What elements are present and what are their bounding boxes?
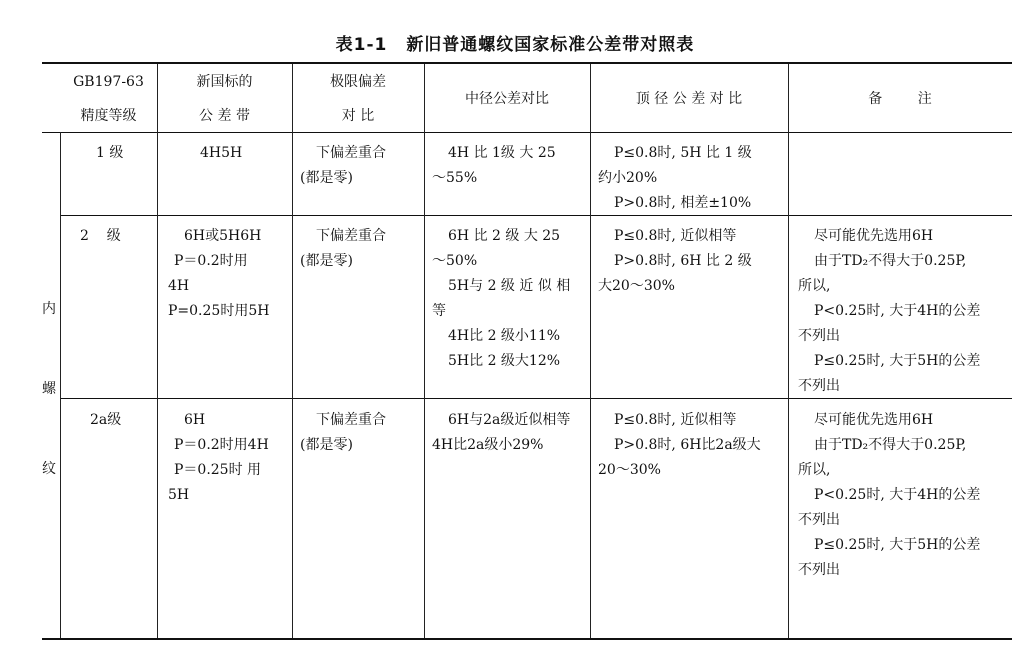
side-label-pattern: 纹 (42, 461, 56, 477)
col-divider (424, 64, 425, 638)
col-divider (788, 64, 789, 638)
table-title (0, 30, 1030, 55)
col-divider (60, 132, 61, 638)
col-divider (292, 64, 293, 638)
header-remark: 备 注 (868, 91, 932, 107)
row3-deviation: 下偏差重合 (都是零) (300, 412, 386, 453)
row2-deviation: 下偏差重合 (都是零) (300, 228, 386, 269)
row1-deviation: 下偏差重合 (都是零) (300, 145, 386, 186)
col-divider (157, 64, 158, 638)
row1-band: 4H5H (200, 145, 243, 161)
table-number: 表1-1 (335, 35, 388, 55)
row1-grade: 1 级 (96, 145, 124, 161)
header-crest: 顶 径 公 差 对 比 (635, 91, 743, 107)
row2-band: 6H或5H6H P＝0.2时用 4H P=0.25时用5H (168, 228, 270, 319)
col-divider (590, 64, 591, 638)
row3-grade: 2a级 (90, 412, 122, 428)
row1-pitch: 4H 比 1级 大 25 ～55% (432, 145, 556, 186)
header-band: 新国标的 公 差 带 (196, 74, 253, 124)
row3-pitch: 6H与2a级近似相等 4H比2a级小29% (432, 412, 571, 453)
row1-crest: P≤0.8时, 5H 比 1 级 约小20% P>0.8时, 相差±10% (598, 145, 752, 211)
row2-pitch: 6H 比 2 级 大 25 ～50% 5H与 2 级 近 似 相 等 4H比 2 级小11% 5H比 2 级大12% (432, 228, 571, 369)
row3-remark: 尽可能优先选用6H 由于TD₂不得大于0.25P, 所以, P<0.25时, 大于4H的公差 不列出 P≤0.25时, 大于5H的公差 不列出 (798, 412, 981, 578)
row3-crest: P≤0.8时, 近似相等 P>0.8时, 6H比2a级大 20～30% (598, 412, 761, 478)
bottom-rule (42, 638, 1012, 640)
row2-grade: 2 级 (80, 228, 121, 244)
side-label-thread: 螺 (42, 381, 56, 397)
side-label-inner: 内 (42, 301, 56, 317)
header-rule (42, 132, 1012, 133)
top-rule (42, 62, 1012, 64)
row1-rule (60, 215, 1012, 216)
row2-crest: P≤0.8时, 近似相等 P>0.8时, 6H 比 2 级 大20～30% (598, 228, 752, 294)
table-caption: 新旧普通螺纹国家标准公差带对照表 (406, 35, 695, 55)
header-pitch: 中径公差对比 (465, 91, 549, 107)
row3-band: 6H P＝0.2时用4H P＝0.25时 用 5H (168, 412, 269, 503)
row2-remark: 尽可能优先选用6H 由于TD₂不得大于0.25P, 所以, P<0.25时, 大于4H的公差 不列出 P≤0.25时, 大于5H的公差 不列出 (798, 228, 981, 394)
header-grade: GB197-63 精度等级 (73, 74, 144, 124)
header-deviation: 极限偏差 对 比 (330, 74, 386, 124)
